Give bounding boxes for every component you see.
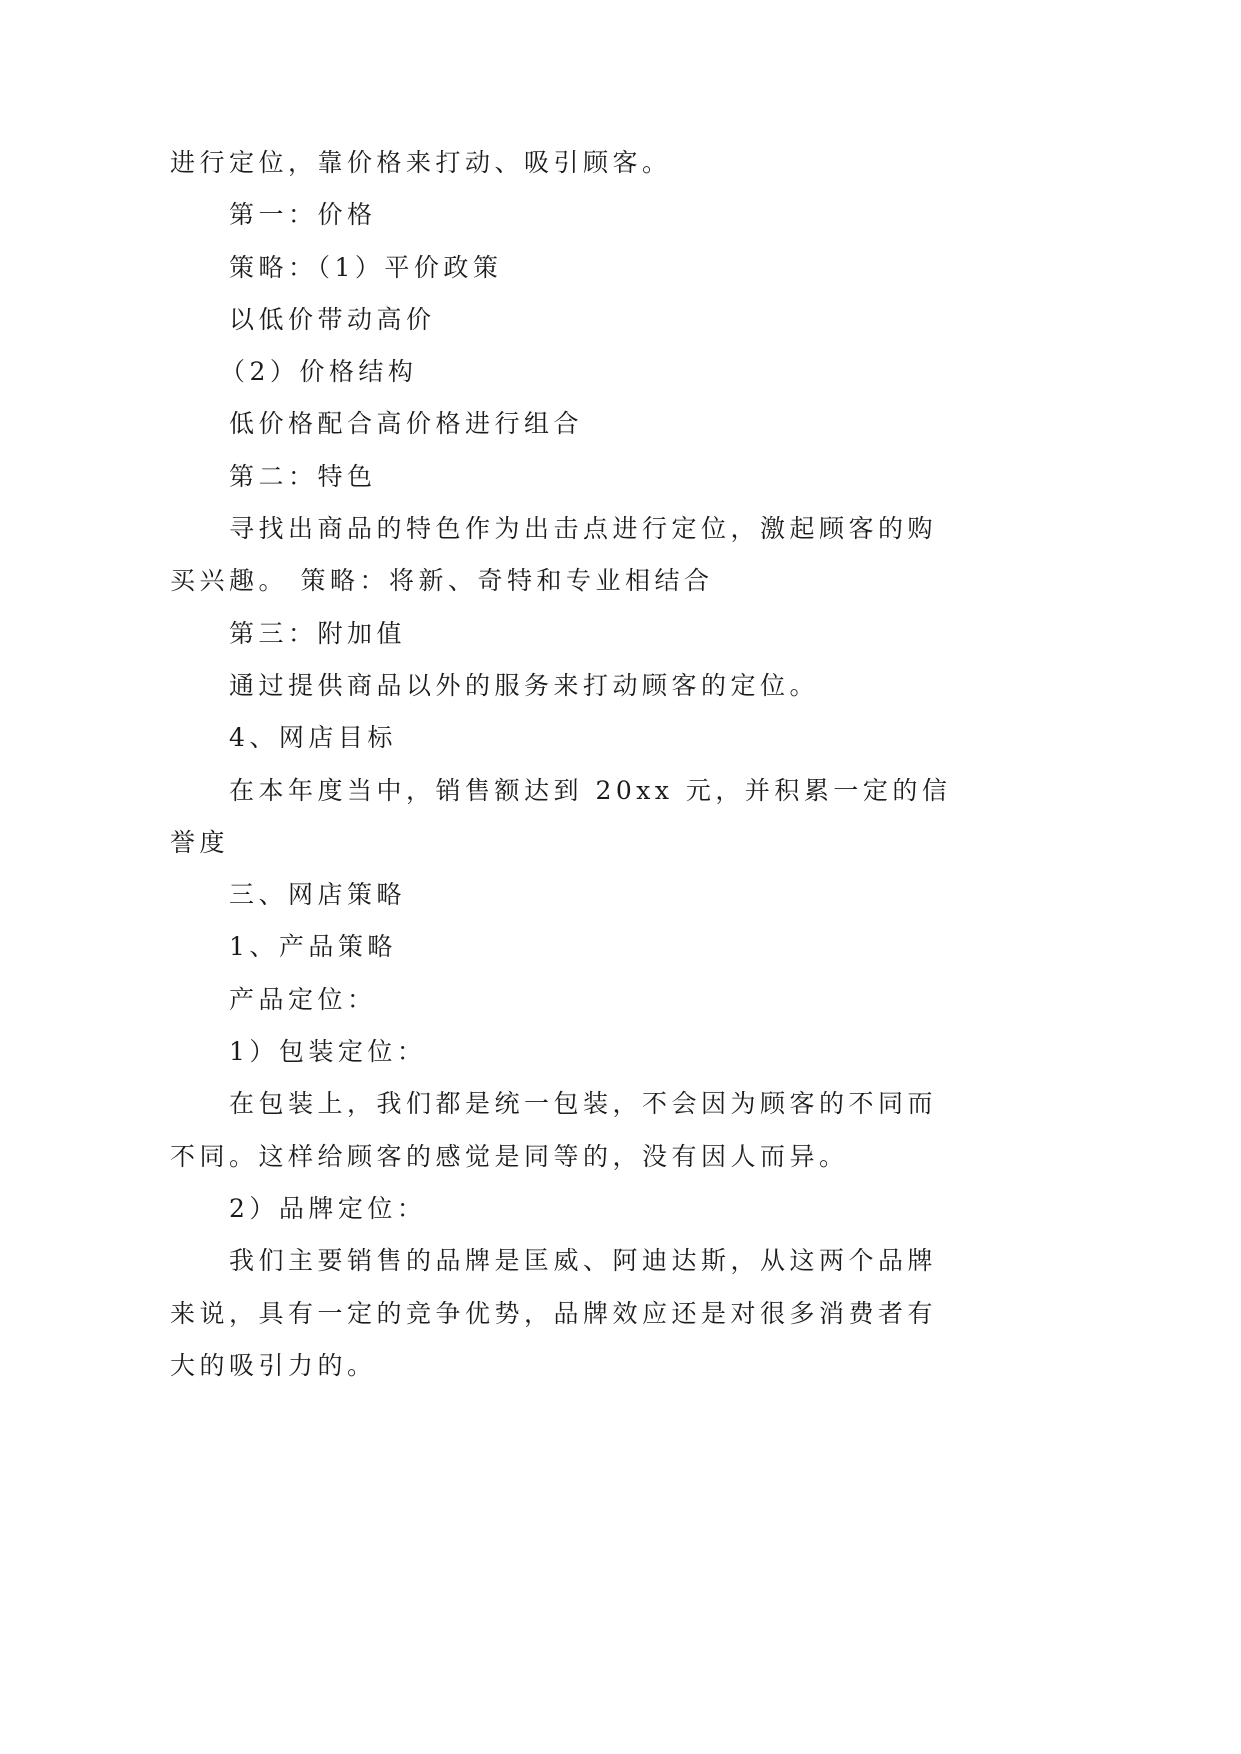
text-line: 在本年度当中，销售额达到 20xx 元，并积累一定的信 <box>229 775 952 805</box>
section-heading-added-value: 第三：附加值 <box>229 618 407 648</box>
text-line: 策略：（1）平价政策 <box>229 252 503 282</box>
section-heading-store-strategy: 三、网店策略 <box>229 880 407 910</box>
section-heading-price: 第一：价格 <box>229 200 377 230</box>
text-line: 大的吸引力的。 <box>170 1350 377 1380</box>
text-line: 通过提供商品以外的服务来打动顾客的定位。 <box>229 670 820 700</box>
document-body <box>170 137 1070 1392</box>
text-line: （2）价格结构 <box>220 357 418 387</box>
section-heading-store-goal: 4、网店目标 <box>229 723 397 753</box>
text-line: 以低价带动高价 <box>229 304 436 334</box>
text-line: 买兴趣。 策略：将新、奇特和专业相结合 <box>170 566 714 596</box>
section-heading-feature: 第二：特色 <box>229 461 377 491</box>
text-line: 在包装上，我们都是统一包装，不会因为顾客的不同而 <box>229 1089 938 1119</box>
text-line: 我们主要销售的品牌是匡威、阿迪达斯，从这两个品牌 <box>229 1246 938 1276</box>
section-heading-packaging: 1）包装定位： <box>229 1037 427 1067</box>
text-line: 低价格配合高价格进行组合 <box>229 409 584 439</box>
text-line: 产品定位： <box>229 984 377 1014</box>
section-heading-brand: 2）品牌定位： <box>229 1193 427 1223</box>
section-heading-product-strategy: 1、产品策略 <box>229 932 397 962</box>
text-line: 不同。这样给顾客的感觉是同等的，没有因人而异。 <box>170 1141 849 1171</box>
text-line: 誉度 <box>170 827 230 857</box>
text-line: 寻找出商品的特色作为出击点进行定位，激起顾客的购 <box>229 514 938 544</box>
text-line: 进行定位，靠价格来打动、吸引顾客。 <box>170 148 672 177</box>
text-line: 来说，具有一定的竞争优势，品牌效应还是对很多消费者有 <box>170 1298 938 1328</box>
